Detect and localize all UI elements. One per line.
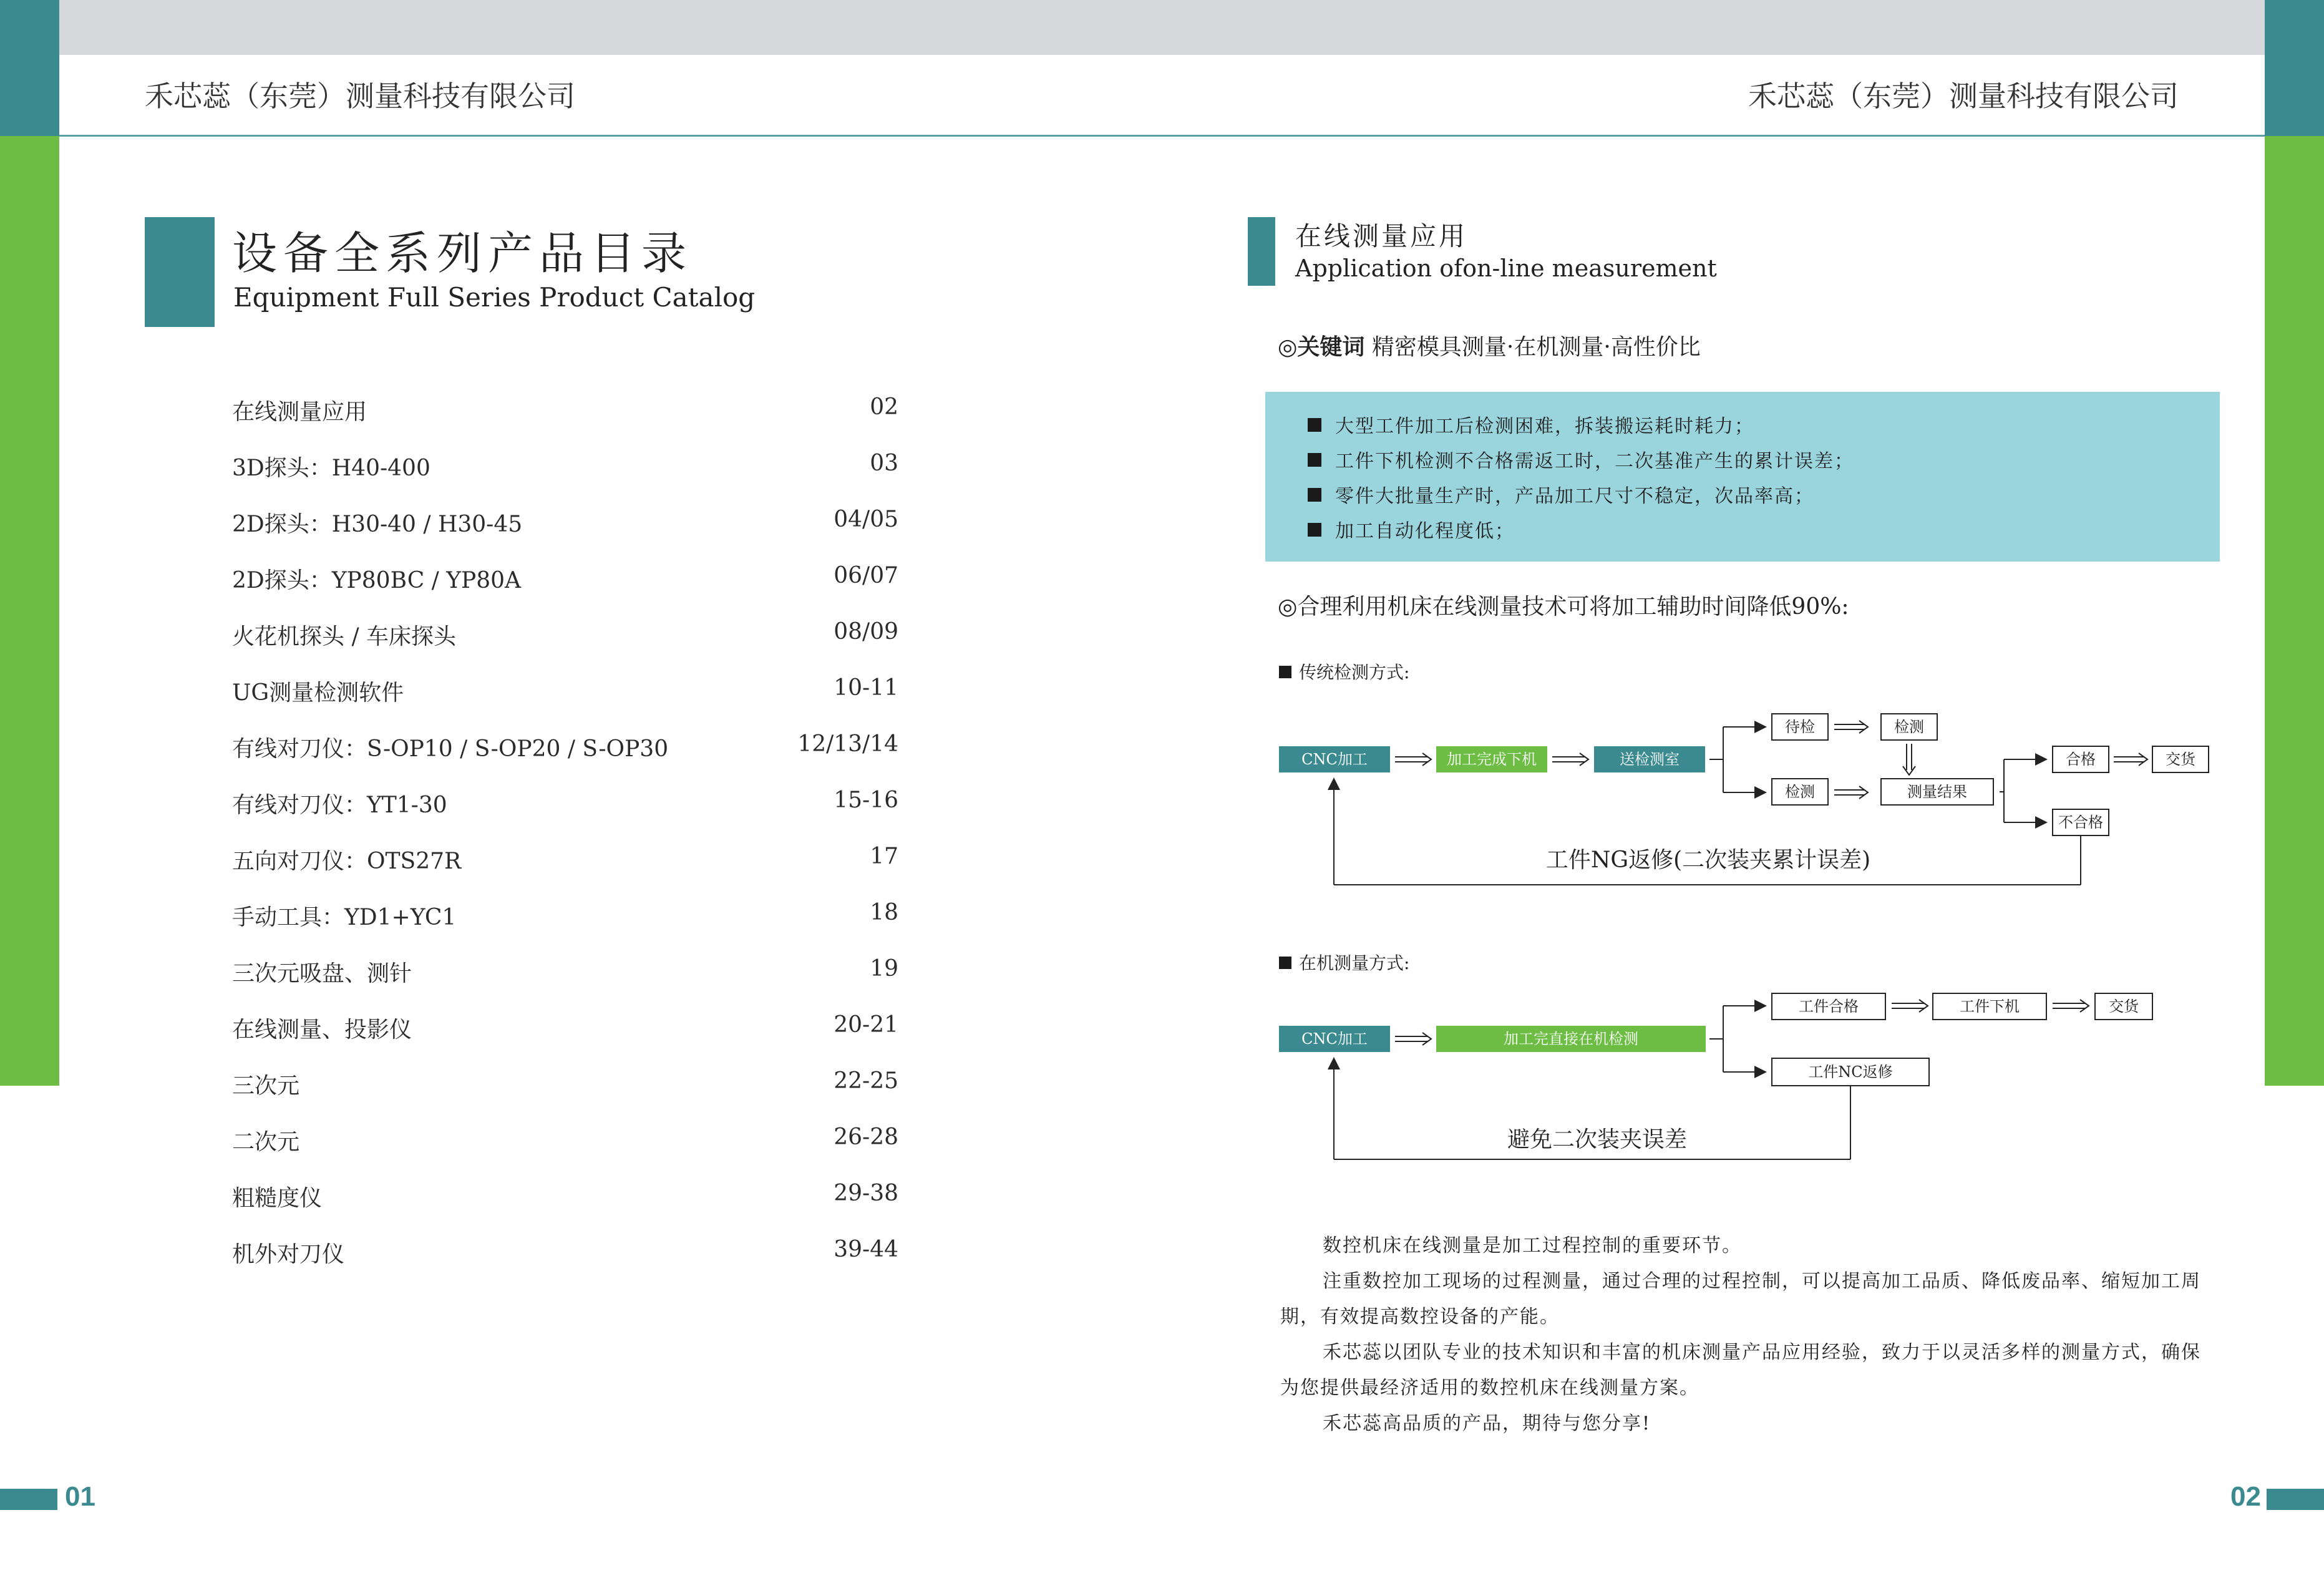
onmachine-loop-label: 避免二次装夹误差 — [1507, 1127, 1688, 1152]
toc-entry-page: 03 — [870, 451, 898, 476]
traditional-flow-label: 传统检测方式: — [1279, 659, 1409, 684]
problem-text: 零件大批量生产时，产品加工尺寸不稳定，次品率高； — [1335, 485, 1814, 507]
right-corner-accent — [2265, 0, 2324, 136]
cnc-label: CNC加工 — [1301, 751, 1368, 768]
toc-entry-name: UG测量检测软件 — [232, 680, 404, 706]
double-arrow-down-icon — [1903, 744, 1915, 775]
paragraph: 禾芯蕊高品质的产品，期待与您分享! — [1323, 1413, 1651, 1434]
svg-text:CNC加工: CNC加工 — [1301, 1030, 1368, 1048]
toc-entry-name: 机外对刀仪 — [232, 1242, 345, 1267]
problem-item — [1308, 411, 1854, 446]
toc-entry-page: 06/07 — [834, 563, 898, 588]
toc-entry-name: 五向对刀仪：OTS27R — [232, 849, 462, 874]
left-corner-accent — [0, 0, 59, 136]
toc-entry-name: 在线测量应用 — [232, 399, 367, 425]
unload-label: 加工完成下机 — [1447, 751, 1537, 768]
toc-entry-name: 粗糙度仪 — [232, 1186, 323, 1211]
toc-item[interactable] — [232, 1012, 898, 1068]
toc-entry-name: 三次元 — [232, 1073, 300, 1099]
onmachine-flow-label: 在机测量方式: — [1279, 950, 1409, 975]
toc-entry-page: 10-11 — [834, 675, 898, 701]
benefit-statement: ◎合理利用机床在线测量技术可将加工辅助时间降低90%: — [1278, 594, 1849, 620]
traditional-loop-label: 工件NG返修(二次装夹累计误差) — [1545, 847, 1871, 873]
header-band — [59, 0, 2265, 55]
problem-item — [1308, 446, 1854, 480]
toc-entry-name: 3D探头：H40-400 — [232, 455, 430, 481]
svg-text:测量结果: 测量结果 — [1907, 783, 1967, 801]
toc-entry-name: 三次元吸盘、测针 — [232, 961, 412, 986]
toc-entry-name: 有线对刀仪：YT1-30 — [232, 792, 447, 818]
left-side-bar — [0, 136, 59, 1086]
problem-item — [1308, 480, 1854, 515]
toc-entry-page: 26-28 — [834, 1124, 898, 1150]
square-bullet-icon — [1279, 666, 1291, 678]
right-side-bar — [2265, 136, 2324, 1086]
double-arrow-icon — [2053, 1000, 2089, 1012]
svg-text:加工完直接在机检测: 加工完直接在机检测 — [1504, 1030, 1638, 1048]
paragraph: 禾芯蕊以团队专业的技术知识和丰富的机床测量产品应用经验，致力于以灵活多样的测量方式，确保为您提供最经济适用的数控机床在线测量方案。 — [1280, 1342, 2201, 1399]
svg-text:工件合格: 工件合格 — [1799, 998, 1859, 1015]
toc-entry-name: 火花机探头 / 车床探头 — [232, 624, 457, 650]
double-arrow-icon — [1395, 1033, 1431, 1045]
toc-item[interactable] — [232, 1124, 898, 1181]
toc-entry-page: 39-44 — [834, 1237, 898, 1262]
toc-entry-page: 20-21 — [834, 1012, 898, 1038]
table-of-contents — [232, 394, 898, 1293]
toc-entry-page: 29-38 — [834, 1181, 898, 1206]
svg-text:交货: 交货 — [2166, 751, 2195, 768]
footer-bar-right — [2267, 1489, 2324, 1510]
toc-item[interactable] — [232, 619, 898, 675]
header-divider — [59, 135, 2265, 137]
double-arrow-icon — [2114, 753, 2147, 766]
problem-text: 加工自动化程度低； — [1335, 520, 1515, 542]
double-arrow-icon — [1892, 1000, 1928, 1012]
square-bullet-icon — [1308, 453, 1321, 467]
toc-item[interactable] — [232, 787, 898, 844]
section-title: 在线测量应用 — [1295, 221, 1468, 251]
company-name-left: 禾芯蕊（东莞）测量科技有限公司 — [145, 79, 575, 113]
toc-entry-page: 17 — [870, 844, 898, 869]
page-title: 设备全系列产品目录 — [232, 227, 693, 280]
square-bullet-icon — [1279, 957, 1291, 969]
keywords-label: 关键词 — [1297, 334, 1365, 360]
page-subtitle: Equipment Full Series Product Catalog — [233, 282, 756, 313]
toc-entry-name: 手动工具：YD1+YC1 — [232, 905, 457, 930]
toc-entry-name: 2D探头：H30-40 / H30-45 — [232, 512, 523, 537]
toc-item[interactable] — [232, 507, 898, 563]
toc-entry-name: 2D探头：YP80BC / YP80A — [232, 568, 522, 593]
toc-item[interactable] — [232, 956, 898, 1012]
toc-item[interactable] — [232, 731, 898, 787]
square-bullet-icon — [1308, 523, 1321, 537]
company-name-right: 禾芯蕊（东莞）测量科技有限公司 — [1748, 79, 2179, 113]
toc-item[interactable] — [232, 900, 898, 956]
double-arrow-icon — [1552, 753, 1588, 766]
toc-entry-page: 19 — [870, 956, 898, 981]
toc-entry-page: 02 — [870, 394, 898, 420]
svg-text:工件下机: 工件下机 — [1960, 998, 2020, 1015]
lab-label: 送检测室 — [1620, 751, 1680, 768]
svg-text:交货: 交货 — [2109, 998, 2139, 1015]
paragraph: 数控机床在线测量是加工过程控制的重要环节。 — [1323, 1235, 1742, 1257]
page-number-right: 02 — [2230, 1481, 2261, 1512]
problem-item — [1308, 515, 1854, 550]
toc-entry-page: 18 — [870, 900, 898, 925]
double-arrow-icon — [1834, 721, 1868, 733]
paragraph: 注重数控加工现场的过程测量，通过合理的过程控制，可以提高加工品质、降低废品率、缩短加工周期，有效提高数控设备的产能。 — [1280, 1270, 2201, 1328]
toc-item[interactable] — [232, 1181, 898, 1237]
toc-item[interactable] — [232, 563, 898, 619]
square-bullet-icon — [1308, 418, 1321, 432]
toc-entry-name: 二次元 — [232, 1129, 300, 1155]
svg-text:待检: 待检 — [1785, 718, 1815, 736]
square-bullet-icon — [1308, 488, 1321, 502]
toc-entry-page: 15-16 — [834, 787, 898, 813]
problems-box — [1265, 392, 2220, 562]
section-accent-block — [1248, 217, 1275, 286]
toc-item[interactable] — [232, 394, 898, 451]
toc-entry-page: 22-25 — [834, 1068, 898, 1094]
title-accent-block — [145, 217, 215, 327]
svg-text:合格: 合格 — [2066, 751, 2096, 768]
svg-text:不合格: 不合格 — [2058, 814, 2103, 831]
problem-text: 工件下机检测不合格需返工时，二次基准产生的累计误差； — [1335, 451, 1854, 472]
onmachine-flow-diagram — [1273, 980, 2246, 1167]
toc-item[interactable] — [232, 1068, 898, 1124]
keywords-marker: ◎ — [1278, 334, 1298, 360]
problem-text: 大型工件加工后检测困难，拆装搬运耗时耗力； — [1335, 416, 1754, 437]
keywords-text: 精密模具测量·在机测量·高性价比 — [1371, 334, 1701, 360]
keywords-line — [1278, 329, 1701, 361]
toc-item[interactable] — [232, 451, 898, 507]
toc-entry-page: 08/09 — [834, 619, 898, 645]
section-subtitle: Application ofon-line measurement — [1295, 255, 1717, 282]
svg-text:检测: 检测 — [1894, 718, 1924, 736]
problems-list — [1308, 411, 1854, 550]
double-arrow-icon — [1395, 753, 1431, 766]
double-arrow-icon — [1834, 786, 1868, 799]
toc-item[interactable] — [232, 675, 898, 731]
footer-bar-left — [0, 1489, 57, 1510]
svg-text:工件NC返修: 工件NC返修 — [1808, 1063, 1893, 1081]
toc-item[interactable] — [232, 1237, 898, 1293]
traditional-flow-diagram — [1273, 705, 2246, 905]
description-text — [1280, 1228, 2216, 1441]
toc-entry-page: 12/13/14 — [797, 731, 898, 757]
toc-entry-name: 在线测量、投影仪 — [232, 1017, 412, 1043]
toc-entry-page: 04/05 — [834, 507, 898, 532]
page-number-left: 01 — [65, 1481, 95, 1512]
svg-text:检测: 检测 — [1785, 783, 1815, 801]
toc-entry-name: 有线对刀仪：S-OP10 / S-OP20 / S-OP30 — [232, 736, 669, 762]
toc-item[interactable] — [232, 844, 898, 900]
